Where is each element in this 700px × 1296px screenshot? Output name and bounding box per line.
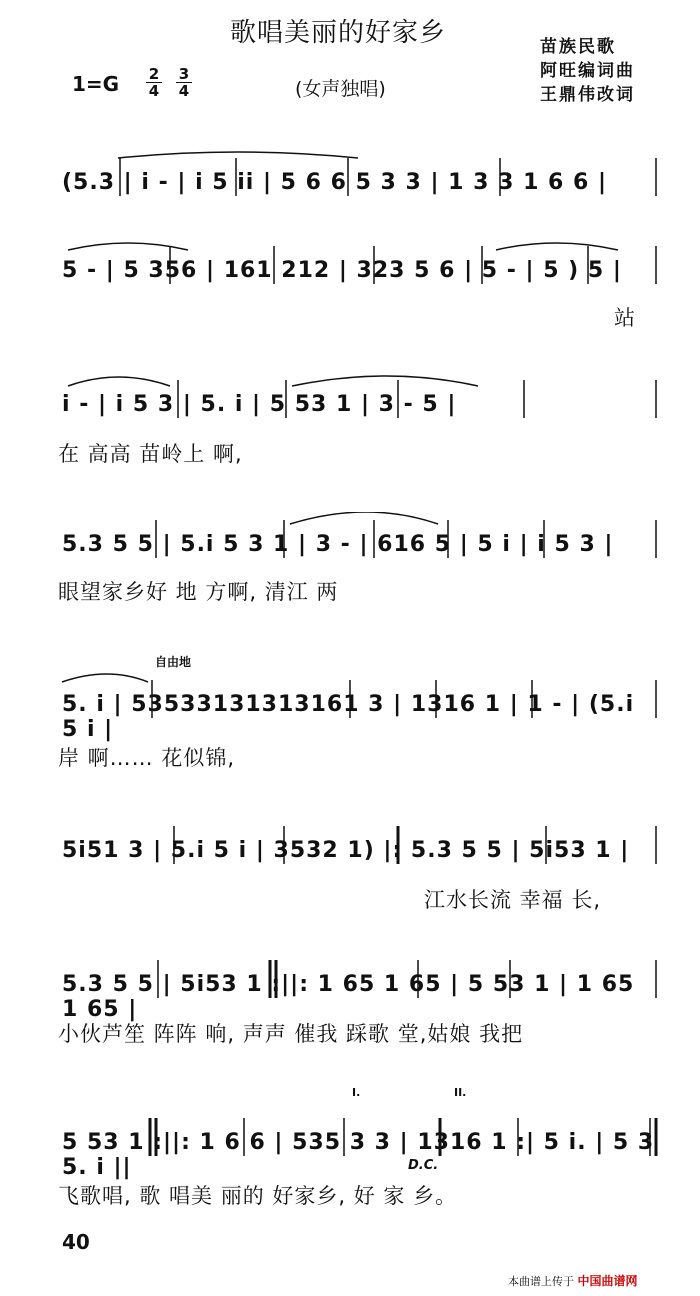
song-title: 歌唱美丽的好家乡: [230, 18, 447, 48]
lyrics-row-4: 眼望家乡好 地 方啊, 清江 两: [58, 580, 339, 604]
time-signature-2-4: 2 4: [146, 66, 162, 99]
score-row-6: [58, 818, 658, 878]
notes-row-8: 5 53 1 :||: 1 6 6 | 535 3 3 | 1316 1 :| 5 i. | 5 3 5. i ||: [62, 1130, 655, 1180]
volta-second-ending: II.: [454, 1086, 467, 1099]
footer-source: [508, 1272, 638, 1289]
score-row-8: [58, 1110, 658, 1180]
lyrics-row-8: 飞歌唱, 歌 唱美 丽的 好家乡, 好 家 乡。: [58, 1184, 458, 1208]
page-number: 40: [62, 1230, 90, 1254]
free-tempo-marking: 自由地: [155, 655, 192, 669]
volta-first-ending: I.: [352, 1086, 361, 1099]
score-row-1: [58, 150, 658, 210]
notes-row-7: 5.3 5 5 | 5i53 1 :||: 1 65 1 65 | 5 53 1 | 1 65 1 65 |: [62, 972, 635, 1022]
lyrics-row-5: 岸 啊…… 花似锦,: [58, 746, 236, 770]
lyrics-row-6: 江水长流 幸福 长,: [424, 888, 602, 912]
performance-note: (女声独唱): [295, 78, 386, 100]
time-signature-3-4: 3 4: [176, 66, 192, 99]
score-row-3: [58, 372, 658, 432]
footer-uploaded-text: 本曲谱上传于: [508, 1275, 574, 1288]
score-row-2: [58, 238, 658, 298]
da-capo-marking: D.C.: [408, 1158, 439, 1173]
lyrics-row-2: 站: [614, 306, 636, 330]
score-row-7: [58, 952, 658, 1022]
notes-row-6: 5i51 3 | 5.i 5 i | 3532 1) |: 5.3 5 5 | 5i53 1 |: [62, 838, 630, 863]
notes-row-4: 5.3 5 5 | 5.i 5 3 1 | 3 - | 616 5 | 5 i | i 5 3 |: [62, 532, 614, 557]
credit-lyricist: 王鼎伟改词: [540, 85, 635, 105]
lyrics-row-7: 小伙芦笙 阵阵 响, 声声 催我 踩歌 堂,姑娘 我把: [58, 1022, 524, 1046]
notes-row-5: 5. i | 53533131313161 3 | 1316 1 | 1 - | (5.i 5 i |: [62, 692, 635, 742]
score-row-4: [58, 512, 658, 572]
notes-row-1: (5.3 | i - | i 5 ii | 5 6 6 5 3 3 | 1 3 3 1 6 6 |: [62, 170, 607, 195]
credit-origin: 苗族民歌: [540, 37, 616, 57]
notes-row-3: i - | i 5 3 | 5. i | 5 53 1 | 3 - 5 |: [62, 392, 457, 417]
key-signature: 1=G: [72, 72, 120, 96]
footer-site-link[interactable]: 中国曲谱网: [577, 1274, 638, 1288]
lyrics-row-3: 在 高高 苗岭上 啊,: [58, 442, 243, 466]
credit-composer: 阿旺编词曲: [540, 61, 635, 81]
score-row-5: [58, 672, 658, 742]
notes-row-2: 5 - | 5 356 | 161 212 | 323 5 6 | 5 - | 5 ) 5 |: [62, 258, 622, 283]
